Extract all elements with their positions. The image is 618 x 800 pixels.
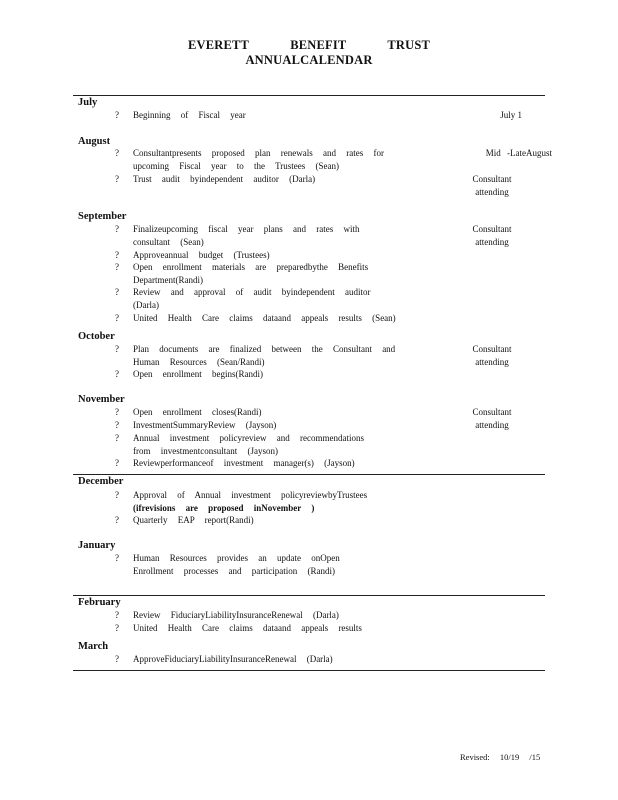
bullet-marker: ? — [115, 262, 119, 272]
bullet-marker: ? — [115, 610, 119, 620]
month-october: October — [78, 331, 115, 342]
bullet-marker: ? — [115, 313, 119, 323]
bullet-marker: ? — [115, 148, 119, 158]
bullet-marker: ? — [115, 369, 119, 379]
divider — [73, 670, 545, 671]
month-january: January — [78, 540, 116, 551]
divider — [73, 95, 545, 96]
bullet-marker: ? — [115, 344, 119, 354]
bullet-marker: ? — [115, 420, 119, 430]
bullet-marker: ? — [115, 433, 119, 443]
month-july: July — [78, 97, 98, 108]
bullet-marker: ? — [115, 654, 119, 664]
month-august: August — [78, 136, 111, 147]
month-february: February — [78, 597, 121, 608]
month-march: March — [78, 641, 109, 652]
revised-date: Revised: 10/19 /15 — [460, 752, 541, 762]
month-november: November — [78, 394, 125, 405]
month-september: September — [78, 211, 127, 222]
bullet-marker: ? — [115, 110, 119, 120]
document-subtitle: ANNUALCALENDAR — [245, 53, 373, 67]
month-december: December — [78, 476, 124, 487]
bullet-marker: ? — [115, 174, 119, 184]
bullet-marker: ? — [115, 250, 119, 260]
bullet-marker: ? — [115, 458, 119, 468]
divider — [73, 474, 545, 475]
bullet-marker: ? — [115, 515, 119, 525]
document-title: EVERETT BENEFIT TRUST — [187, 38, 431, 52]
divider — [73, 595, 545, 596]
bullet-marker: ? — [115, 224, 119, 234]
bullet-marker: ? — [115, 287, 119, 297]
bullet-marker: ? — [115, 490, 119, 500]
bullet-marker: ? — [115, 407, 119, 417]
bullet-marker: ? — [115, 623, 119, 633]
bullet-marker: ? — [115, 553, 119, 563]
